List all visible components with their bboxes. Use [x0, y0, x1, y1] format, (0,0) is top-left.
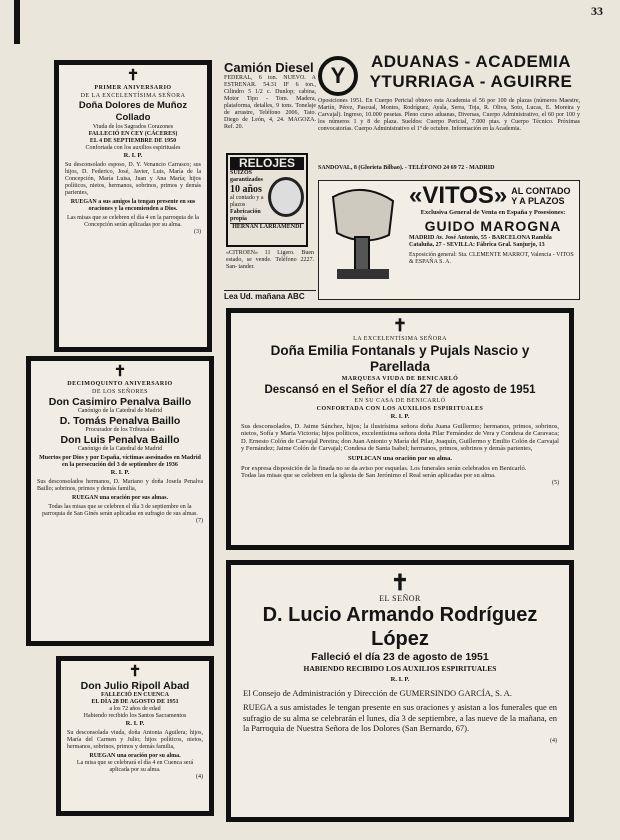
- obit-request: RUEGAN una oración por su alma.: [89, 752, 181, 759]
- obit-body: Sus desconsolados, D. Jaime Sánchez, hijos; la ilustrísima señora doña Juana Guillermo; hermanos, primos, sobrinos, nietos, Sofía y María Victoria; hijos políticos, excelentísima señora doña Pilar Fernández de Vera y Condesa de Caravaca; D. Ernesto Colón de Carvajal Pereira; don Juan Antonio y María del Pilar, Joaquín, Guillermo y Emilio Colón de Carvajal y Fernández; Jaime Colón de Carvajal; Condesa de Santa Isabel; hermanos, primos, sobrinos y demás parientes,: [241, 422, 559, 453]
- obit-masses: Las misas que se celebren el día 4 en la parroquia de la Concepción serán aplicadas por su alma.: [67, 214, 199, 228]
- ad-vitos-brand: «VITOS»: [409, 182, 508, 209]
- cross-icon: ✝: [128, 664, 142, 680]
- obit-request: RUEGA a sus amistades le tengan presente en sus oraciones y asistan a los funerales que en sufragio de su alma se celebrarán el lunes, día 3 de septiembre, a las nueve de la mañana, en la Parroquia de Nuestra Señora de los Dolores (San Bernardo, 67).: [243, 702, 557, 734]
- obituary-ripoll: [56, 656, 214, 816]
- obit-rip: R. I. P.: [123, 152, 143, 159]
- obit-place: EN SU CASA DE BENICARLÓ: [354, 398, 446, 404]
- obit-intro: EL SEÑOR: [379, 594, 421, 603]
- ad-relojes-title: RELOJES: [230, 157, 304, 170]
- obit-rip: R. I. P.: [390, 676, 410, 683]
- obit-death: Descansó en el Señor el día 27 de agosto de 1951: [264, 384, 536, 396]
- ad-camion-body: FEDERAL, 6 ton. NUEVO. A ESTRENAR. 54.31 IF 6 ton., Cilindro 5 1/2 c. Dunlop; cabina, Motor Tipo - Tom. Madera, plataforma, detalles, 9 tons. Tonelaje de arrastre, Teléfono 2006, Tato. Diego de León, 4, 24. MAGOZA. Ref. 20.: [224, 75, 316, 130]
- ad-aduanas-address: SANDOVAL, 8 (Glorieta Bilbao). - TELÉFONO 24 69 72 - MADRID: [318, 165, 495, 171]
- obit-body: Su desconsolada viuda, doña Antonia Aguilera; hijos, María del Carmen y Julio; hijos políticos, nietos, hermanos, sobrinos, primos y demás familia,: [67, 729, 203, 750]
- obit-ref: (3): [194, 228, 201, 235]
- obit-death: Falleció el día 23 de agosto de 1951: [311, 651, 489, 663]
- obit-date: EL 4 DE SEPTIEMBRE DE 1950: [89, 138, 177, 144]
- obit-body: Sus desconsolados hermanos, D. Mariano y doña Josefa Penalva Baillo; sobrinos, primos y demás familia,: [37, 478, 203, 492]
- obit-ref: (4): [550, 737, 557, 744]
- ad-aduanas-title-2: YTURRIAGA - AGUIRRE: [369, 72, 573, 91]
- obit-rip: R. I. P.: [125, 720, 145, 727]
- cross-icon: ✝: [390, 570, 410, 595]
- ad-vitos-footer: Exposición general: Sta. CLEMENTE MARROT, Valencia - VITOS & ESPAÑA S. A.: [409, 251, 574, 265]
- cross-icon: ✝: [126, 68, 140, 84]
- obit-masses: Todas las misas que se celebren en la iglesia de San Jerónimo el Real serán aplicadas por su alma.: [241, 472, 496, 480]
- obit-ref: (7): [196, 517, 203, 524]
- obit-date: EL DÍA 28 DE AGOSTO DE 1951: [91, 699, 179, 705]
- obit-name-2: D. Tomás Penalva Baillo: [59, 415, 181, 427]
- obit-subheading: DE LOS SEÑORES: [91, 389, 148, 395]
- obit-name: Doña Dolores de Muñoz Collado: [78, 100, 188, 123]
- page-number: 33: [591, 4, 603, 18]
- obit-name: D. Lucio Armando Rodríguez López: [262, 604, 538, 650]
- obit-rip: R. I. P.: [390, 413, 410, 420]
- obit-request: SUPLICAN una oración por su alma.: [348, 454, 452, 462]
- obit-intro: LA EXCELENTÍSIMA SEÑORA: [353, 336, 447, 342]
- obit-heading: DECIMOQUINTO ANIVERSARIO: [67, 381, 173, 387]
- obituary-munoz: [54, 60, 212, 352]
- obit-role-3: Canónigo de la Catedral de Madrid: [77, 446, 163, 452]
- obit-death: Muertos por Dios y por España, víctimas asesinados en Madrid en la persecución del 3 de septiembre de 1936: [39, 455, 201, 468]
- obit-council: El Consejo de Administración y Dirección de GUMERSINDO GARCÍA, S. A.: [243, 687, 512, 698]
- obit-name-1: Don Casimiro Penalva Baillo: [48, 396, 192, 408]
- ad-vitos: [318, 180, 580, 300]
- obit-title: MARQUESA VIUDA DE BENICARLÓ: [341, 376, 459, 382]
- cross-icon: ✝: [113, 364, 127, 380]
- ad-relojes-line4: Fabricación propia: [230, 209, 261, 222]
- ad-citroen: [226, 250, 314, 286]
- obit-subheading: DE LA EXCELENTÍSIMA SEÑORA: [80, 93, 186, 99]
- obit-ref: (4): [196, 773, 203, 780]
- ad-camion: [224, 60, 316, 150]
- ad-relojes-line5: HERNAN LARRAMENDI: [230, 223, 304, 231]
- obit-rip: R. I. P.: [110, 469, 130, 476]
- obit-sacraments: CONFORTADA CON LOS AUXILIOS ESPIRITUALES: [316, 406, 484, 412]
- obituary-penalva: [26, 356, 214, 646]
- ad-vitos-addresses: MADRID Av. José Antonio, 55 - BARCELONA Rambla Cataluña, 27 - SEVILLA: Fábrica Gral. Sanjurjo, 13: [409, 234, 552, 248]
- ad-aduanas-body: Oposiciones 1951. En Cuerpo Pericial obtuvo esta Academia el 56 por 100 de plazas (números Maestre, Martín, Pérez, Pascual, Montes, Rodríguez, Ayala, Serra, Toja, R. Oliva, Soto, Lucas, E. Moreira y Carvajal). Ingreso, 10.000 pesetas. Pleno curso aduanas, Diversas, Cuerpo Administrativo, el 60 por 100 y los números 1 y 8 de plaza. Sueldos: Cuerpo Pericial, 7.000 ptas. y Cuerpo Técnico. Próximas convocatorias. Cuerpo Administrativo el 1º de octubre. Información en la Academia.: [318, 98, 580, 132]
- obituary-fontanals: [226, 308, 574, 550]
- obit-relation: Viuda de los Sagrados Corazones: [92, 124, 174, 130]
- obit-name: Doña Emilia Fontanals y Pujals Nascio y Parellada: [270, 343, 530, 374]
- hair-dryer-illustration: [323, 187, 405, 283]
- obit-masses: Todas las misas que se celebren el día 3 de septiembre en la parroquia de San Ginés serán aplicadas en sufragio de sus almas.: [42, 503, 198, 517]
- obit-title: FALLECIÓ EN CUENCA: [101, 692, 169, 698]
- obit-role-1: Canónigo de la Catedral de Madrid: [77, 408, 163, 414]
- ad-abc-text: Lea Ud. mañana ABC: [224, 292, 305, 301]
- ad-relojes-line3: al contado y a plazos: [230, 195, 264, 208]
- obit-masses: La misa que se celebrará el día 4 en Cuenca será aplicada por su alma.: [76, 759, 194, 773]
- ad-vitos-tagline: AL CONTADO Y A PLAZOS: [511, 186, 571, 206]
- top-edge-mark: [14, 0, 20, 44]
- obit-role-2: Procurador de los Tribunales: [85, 427, 155, 433]
- obit-sacraments: HABIENDO RECIBIDO LOS AUXILIOS ESPIRITUALES: [303, 664, 497, 673]
- cross-icon: ✝: [392, 316, 408, 335]
- ad-relojes: [226, 153, 308, 247]
- ad-vitos-exclusive: Exclusiva General de Venta en España y Posesiones:: [420, 209, 566, 216]
- obit-request: RUEGAN una oración por sus almas.: [72, 494, 168, 501]
- obit-notice: Por expresa disposición de la finada no se da aviso por esquelas. Los funerales serán celebrados en Benicarló.: [241, 464, 527, 472]
- ad-citroen-text: «CITROEN» 11 Ligero. Buen estado, se vende. Teléfono 2227. San- tander.: [226, 250, 314, 270]
- obit-heading: PRIMER ANIVERSARIO: [94, 85, 172, 91]
- obit-ref: (5): [552, 479, 559, 486]
- obit-death: FALLECIÓ EN CEY (CÁCERES): [88, 131, 178, 137]
- watch-icon: [268, 177, 304, 217]
- obituary-rodriguez: [226, 560, 574, 822]
- obit-name: Don Julio Ripoll Abad: [80, 680, 190, 692]
- obit-request: RUEGAN a sus amigos la tengan presente en sus oraciones y la encomienden a Dios.: [70, 198, 196, 212]
- ad-aduanas-title-1: ADUANAS - ACADEMIA: [370, 52, 572, 71]
- obit-sacraments: Confortada con los auxilios espirituales: [85, 145, 181, 151]
- obit-age: a los 72 años de edad: [109, 706, 161, 712]
- ad-abc-strip: [224, 290, 316, 304]
- ad-camion-title: Camión Diesel: [224, 60, 314, 75]
- ad-relojes-line1: SUIZOS garantizados: [230, 170, 263, 183]
- ad-aduanas: [318, 52, 580, 176]
- obit-body: Su desconsolado esposo, D. Y. Venancio Carrasco; sus hijos, D. Federico, José, Javier, Luis, María de la Concepción, María Luisa, Juan y Ana María; hijos políticos, nietos, hermanos, sobrinos, primos y demás parientes,: [65, 161, 201, 196]
- academy-logo-icon: Y: [318, 56, 358, 96]
- obit-name-3: Don Luis Penalva Baillo: [60, 434, 180, 446]
- obit-sacraments: Habiendo recibido los Santos Sacramentos: [83, 713, 187, 719]
- ad-vitos-agent: GUIDO MAROGNA: [424, 217, 562, 234]
- ad-relojes-line2: 10 años: [230, 184, 262, 195]
